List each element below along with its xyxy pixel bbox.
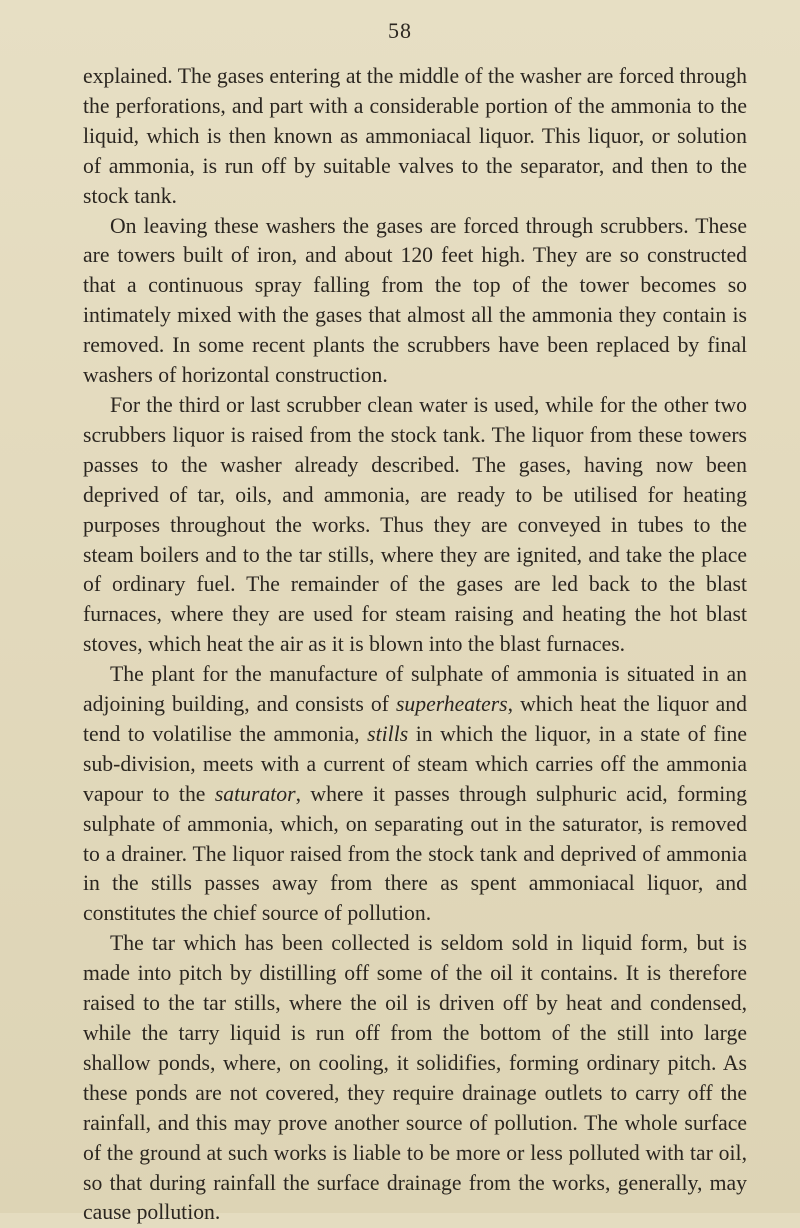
text-segment: , where it passes through sulphuric acid, forming sulphate of ammonia, which, on separating out in the saturator, is removed to a drainer. The liquor raised from the stock tank and deprived of ammonia in the stills passes away from there as spent ammoniacal liquor, and constitutes the chief source of pollution. [83,781,747,926]
text-segment: in which the liquor, in a state of fine sub-division, meets with a current of steam which carries off the ammonia vapour to the [83,721,747,806]
text-segment: For the third or last scrubber clean water is used, while for the other two scrubbers liquor is raised from the stock tank. The liquor from these towers passes to the washer already described. The gases, having now been deprived of tar, oils, and ammonia, are ready to be utilised for heating purposes throughout the works. Thus they are conveyed in tubes to the steam boilers and to the tar stills, where they are ignited, and take the place of ordinary fuel. The remainder of the gases are led back to the blast furnaces, where they are used for steam raising and heating the hot blast stoves, which heat the air as it is blown into the blast furnaces. [83,392,747,657]
italic-term: saturator [214,781,296,806]
text-segment: , which heat the liquor and tend to volatilise the ammonia, [83,692,747,746]
text-segment: The plant for the manufacture of sulphate of ammonia is situated in an adjoining building, and consists of [83,662,747,717]
paragraph [83,929,747,1228]
italic-term: superheaters [395,692,508,717]
paragraph [83,212,747,391]
text-segment: explained. The gases entering at the middle of the washer are forced through the perforations, and part with a considerable portion of the ammonia to the liquid, which is then known as ammoniacal liquor. This liquor, or solution of ammonia, is run off by suitable valves to the separator, and then to the stock tank. [83,64,747,208]
paragraph [83,660,747,929]
paragraph [83,62,747,212]
text-segment: The tar which has been collected is seldom sold in liquid form, but is made into pitch by distilling off some of the oil it contains. It is therefore raised to the tar stills, where the oil is driven off by heat and condensed, while the tarry liquid is run off from the bottom of the still into large shallow ponds, where, on cooling, it solidifies, forming ordinary pitch. As these ponds are not covered, they require drainage outlets to carry off the rainfall, and this may prove another source of pollution. The whole surface of the ground at such works is liable to be more or less polluted with tar oil, so that during rainfall the surface drainage from the works, generally, may cause pollution. [83,931,747,1225]
page-number: 58 [388,18,412,43]
page-text [83,62,747,1228]
text-segment: On leaving these washers the gases are forced through scrubbers. These are towers built of iron, and about 120 feet high. They are so constructed that a continuous spray falling from the top of the tower becomes so intimately mixed with the gases that almost all the ammonia they contain is removed. In some recent plants the scrubbers have been replaced by final washers of horizontal construction. [83,213,747,388]
paragraph [83,391,747,660]
italic-term: stills [367,721,409,746]
